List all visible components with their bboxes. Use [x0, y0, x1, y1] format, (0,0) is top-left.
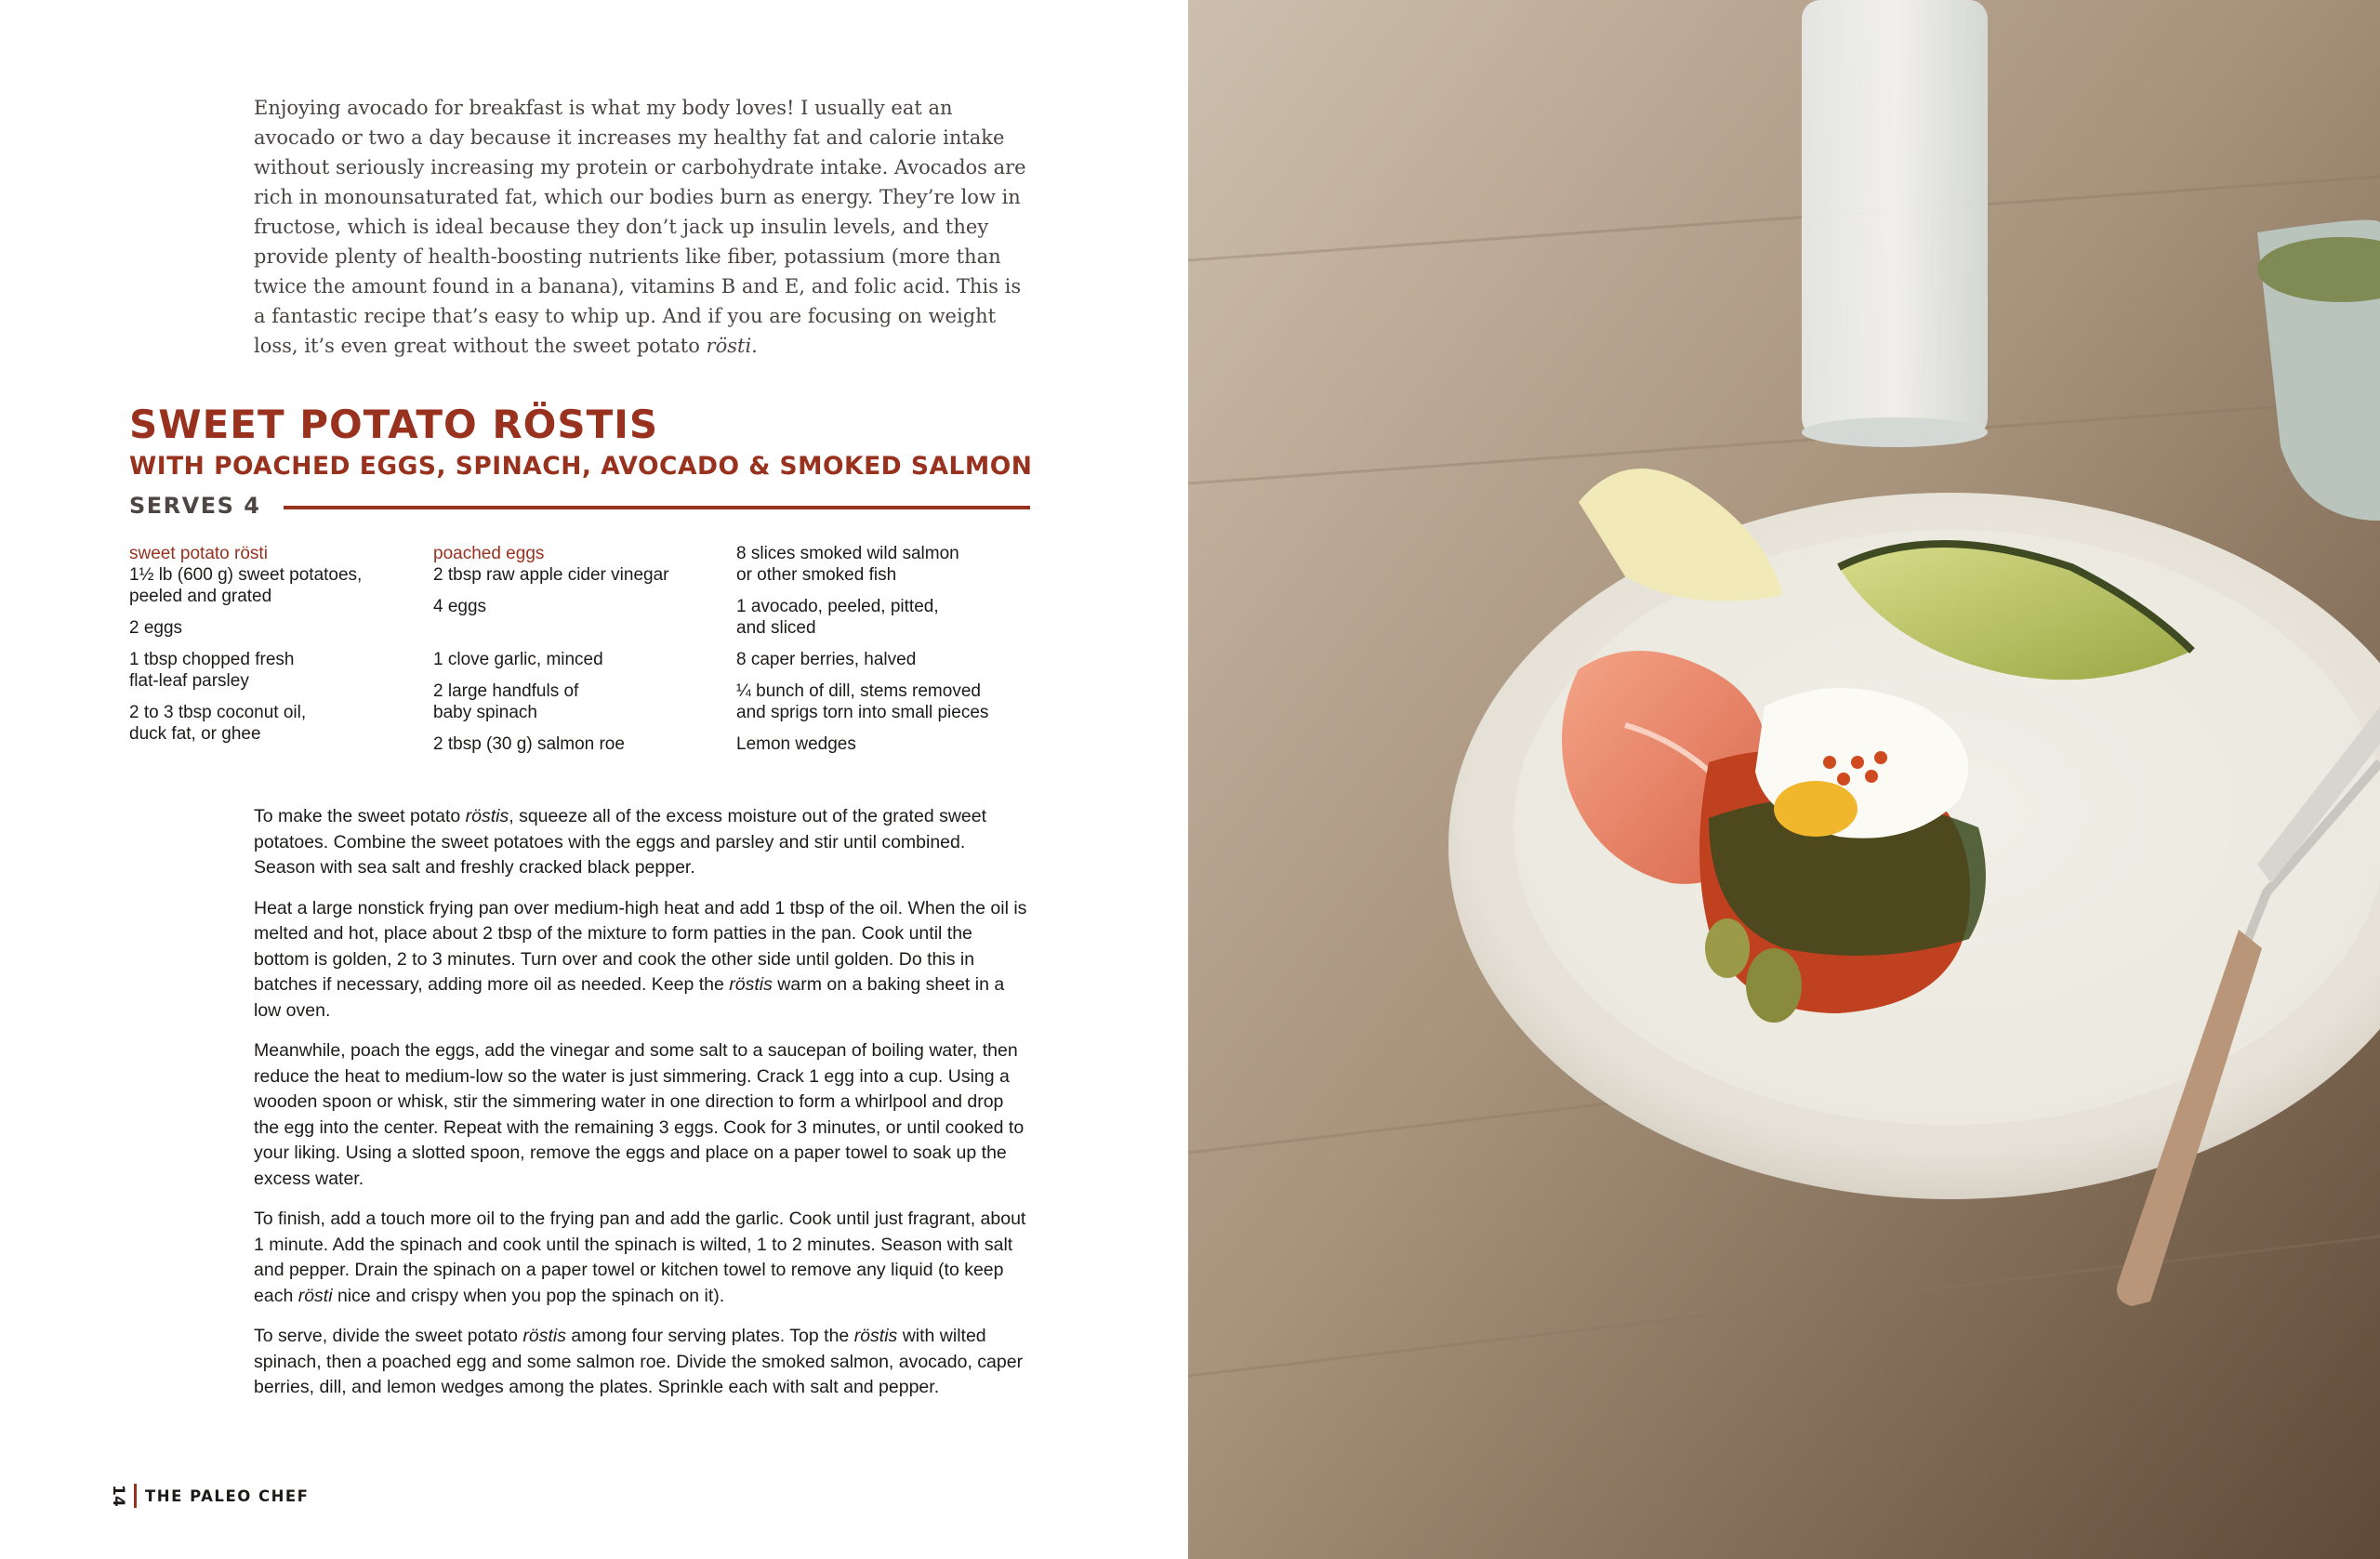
ingredient-item: 1½ lb (600 g) sweet potatoes, peeled and grated: [129, 565, 363, 606]
ingredients-column-3: [736, 543, 1034, 765]
recipe-photo-illustration: [1188, 0, 2380, 1559]
ingredients-column-1: [129, 543, 417, 755]
ingredient-item: 2 large handfuls of baby spinach: [433, 681, 579, 722]
recipe-subtitle: WITH POACHED EGGS, SPINACH, AVOCADO & SMOKED SALMON: [129, 452, 1033, 481]
ingredient-item: 2 tbsp (30 g) salmon roe: [433, 734, 625, 754]
ingredient-item: 2 tbsp raw apple cider vinegar: [433, 565, 669, 585]
left-page: [0, 0, 1188, 1559]
method-step: To finish, add a touch more oil to the frying pan and add the garlic. Cook until just fragrant, about 1 minute. Add the spinach and cook until the spinach is wilted, 1 to 2 minutes. Season with salt and pepper. Drain the spinach on a paper towel or kitchen towel to remove any liquid (to keep each rösti nice and crispy when you pop the spinach on it).: [254, 1209, 1026, 1306]
ingredient-item: 2 eggs: [129, 618, 183, 638]
ingredient-item: 8 slices smoked wild salmon or other smoked fish: [736, 544, 959, 585]
ingredients-column-2: [433, 543, 721, 765]
method-step: Meanwhile, poach the eggs, add the vinegar and some salt to a saucepan of boiling water, then reduce the heat to medium-low so the water is just simmering. Crack 1 egg into a cup. Using a wooden spoon or whisk, stir the simmering water in one direction to form a whirlpool and drop the egg into the center. Repeat with the remaining 3 eggs. Cook for 3 minutes, or until cooked to your liking. Using a slotted spoon, remove the eggs and place on a paper towel to soak up the excess water.: [254, 1040, 1025, 1189]
ingredient-heading: poached eggs: [433, 544, 545, 563]
book-title: THE PALEO CHEF: [145, 1486, 310, 1505]
method-step: To make the sweet potato röstis, squeeze all of the excess moisture out of the grated sweet potatoes. Combine the sweet potatoes with the eggs and parsley and stir until combined. Season with sea salt and freshly cracked black pepper.: [254, 806, 987, 878]
method-step: To serve, divide the sweet potato röstis among four serving plates. Top the röstis with wilted spinach, then a poached egg and some salmon roe. Divide the smoked salmon, avocado, caper berries, dill, and lemon wedges among the plates. Sprinkle each with salt and pepper.: [254, 1326, 1024, 1397]
ingredient-item: Lemon wedges: [736, 734, 856, 754]
page-number: 14: [109, 1485, 127, 1507]
ingredient-item: ¼ bunch of dill, stems removed and sprigs torn into small pieces: [736, 681, 989, 722]
ingredient-item: 1 avocado, peeled, pitted, and sliced: [736, 597, 939, 638]
ingredient-item: 1 clove garlic, minced: [433, 650, 603, 669]
intro-paragraph: Enjoying avocado for breakfast is what my body loves! I usually eat an avocado or two a day because it increases my healthy fat and calorie intake without seriously increasing my protein or carbohydrate intake. Avocados are rich in monounsaturated fat, which our bodies burn as energy. They’re low in fructose, which is ideal because they don’t jack up insulin levels, and they provide plenty of health-boosting nutrients like fiber, potassium (more than twice the amount found in a banana), vitamins B and E, and folic acid. This is a fantastic recipe that’s easy to whip up. And if you are focusing on weight loss, it’s even great without the sweet potato rösti.: [254, 97, 1026, 357]
ingredient-item: 2 to 3 tbsp coconut oil, duck fat, or ghee: [129, 703, 307, 744]
ingredient-item: 4 eggs: [433, 597, 487, 616]
footer-divider: [134, 1484, 137, 1508]
page-footer: [106, 1484, 309, 1508]
method-section: [254, 804, 1030, 1416]
method-step: Heat a large nonstick frying pan over medium-high heat and add 1 tbsp of the oil. When the oil is melted and hot, place about 2 tbsp of the mixture to form patties in the pan. Cook until the bottom is golden, 2 to 3 minutes. Turn over and cook the other side until golden. Do this in batches if necessary, adding more oil as needed. Keep the röstis warm on a baking sheet in a low oven.: [254, 897, 1027, 1021]
ingredient-item: 8 caper berries, halved: [736, 650, 917, 669]
ingredient-heading: sweet potato rösti: [129, 544, 268, 563]
food-photo: [1188, 0, 2380, 1559]
recipe-title: SWEET POTATO RÖSTIS: [129, 402, 659, 447]
ingredient-item: 1 tbsp chopped fresh flat-leaf parsley: [129, 650, 295, 691]
serves-label: SERVES 4: [129, 493, 261, 519]
serves-divider: [284, 506, 1030, 509]
